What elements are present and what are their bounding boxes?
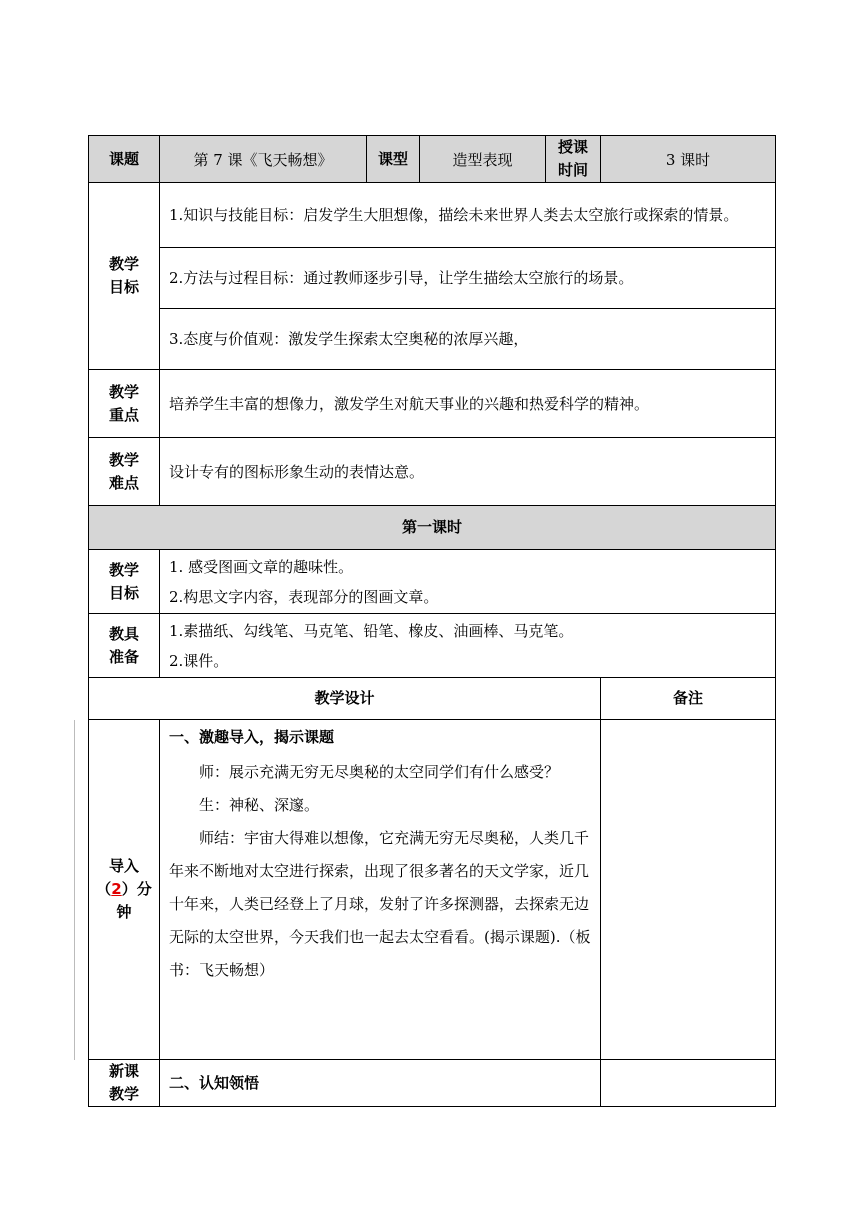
key-points-label [89,370,160,438]
lesson-goals-label-line2: 目标 [108,583,139,602]
lesson-goals-label [89,550,160,614]
materials-line2: 2.课件。 [169,651,229,670]
intro-para-3: 师结：宇宙大得难以想像，它充满无穷无尽奥秘，人类几千年来不断地对太空进行探索，出现了很多著名的天文学家，近几十年来，人类已经登上了月球，发射了许多探测器，去探索无边无际的太空世界，今天我们也一起去太空看看。(揭示课题).（板书：飞天畅想） [169,829,591,979]
goals-label [89,183,160,370]
new-lesson-label-line2: 教学 [108,1085,139,1103]
time-label-line1: 授课 [557,138,588,156]
difficulties-label-line1: 教学 [108,450,139,469]
key-points-text: 培养学生丰富的想像力，激发学生对航天事业的兴趣和热爱科学的精神。 [160,370,776,438]
margin-line [74,720,75,1060]
lesson-goals-line2: 2.构思文字内容，表现部分的图画文章。 [169,587,439,606]
lesson-goals-text [160,550,776,614]
design-header: 教学设计 [89,678,601,720]
intro-para-2: 生：神秘、深邃。 [199,796,320,814]
difficulties-text: 设计专有的图标形象生动的表情达意。 [160,438,776,506]
goals-row-3 [89,309,776,370]
materials-line1: 1.素描纸、勾线笔、马克笔、铅笔、橡皮、油画棒、马克笔。 [169,621,574,640]
materials-label-line2: 准备 [108,647,139,666]
notes-header: 备注 [601,678,776,720]
new-lesson-label-line1: 新课 [108,1062,139,1080]
lesson-goals-line1: 1. 感受图画文章的趣味性。 [169,557,354,576]
materials-row [89,614,776,678]
topic-value: 第 7 课《飞天畅想》 [160,136,367,183]
goal-item-3: 3.态度与价值观：激发学生探索太空奥秘的浓厚兴趣， [160,309,776,370]
intro-content [160,720,601,1060]
lesson-header: 第一课时 [89,506,776,550]
new-lesson-row [89,1060,776,1107]
goal-item-2: 2.方法与过程目标：通过教师逐步引导，让学生描绘太空旅行的场景。 [160,248,776,309]
difficulties-label-line2: 难点 [108,473,139,492]
type-value: 造型表现 [420,136,546,183]
lesson-goals-label-line1: 教学 [108,560,139,579]
goals-label-line2: 目标 [108,278,139,296]
intro-section-title: 一、激趣导入，揭示课题 [169,728,335,746]
key-points-label-line1: 教学 [108,382,139,401]
intro-label-line2 [89,878,159,901]
materials-text [160,614,776,678]
design-header-row [89,678,776,720]
intro-row [89,720,776,1060]
intro-minutes: 2 [111,880,122,898]
intro-label-line3: 钟 [116,903,132,921]
time-value: 3 课时 [601,136,776,183]
difficulties-label [89,438,160,506]
materials-label-line1: 教具 [108,624,139,643]
materials-label [89,614,160,678]
new-lesson-notes [601,1060,776,1107]
goals-label-line1: 教学 [108,255,139,273]
lesson-goals-row [89,550,776,614]
intro-label-open: （ [96,880,112,898]
goal-item-1: 1.知识与技能目标：启发学生大胆想像，描绘未来世界人类去太空旅行或探索的情景。 [160,183,776,248]
intro-para-1: 师：展示充满无穷无尽奥秘的太空同学们有什么感受？ [199,763,560,781]
key-points-row [89,370,776,438]
goals-row-2 [89,248,776,309]
difficulties-row [89,438,776,506]
lesson-header-row [89,506,776,550]
key-points-label-line2: 重点 [108,405,139,424]
lesson-plan-table [88,135,776,1107]
intro-notes [601,720,776,1060]
intro-label [89,720,160,1060]
time-label-line2: 时间 [557,161,588,179]
intro-label-close: ）分 [121,880,152,898]
new-lesson-section-title: 二、认知领悟 [160,1060,601,1107]
goals-row-1 [89,183,776,248]
intro-label-line1: 导入 [108,857,139,875]
new-lesson-label [89,1060,160,1107]
header-row [89,136,776,183]
time-label [546,136,601,183]
topic-label: 课题 [89,136,160,183]
type-label: 课型 [367,136,420,183]
